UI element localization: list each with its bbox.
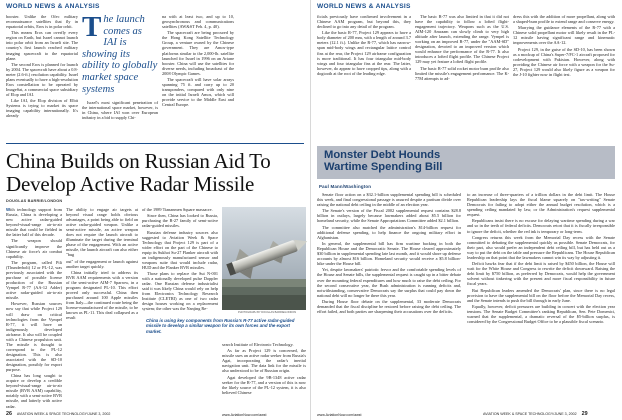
paragraph: The spacecraft will have solar arrays spanning 75 ft. and carry up to 20 transponders, compared with only nine on the initial Israeli Amos, which will provide service to the Middle East and Central Europe. <box>162 76 234 108</box>
paragraph: However, Russian sources now say that while Project 129 will draw on critical technologies from the Vympel R-77, it will have an indigenously developed airframe. It also will be coupled with a Chinese propulsion unit. The missile is thought to correspond to the PL-12 designation. This is also associated with the SD-10 designation, possibly for export purpose. <box>6 301 62 373</box>
paragraph: The weapon should significantly improve the Chinese air force's air combat capability. <box>6 238 62 259</box>
pull-quote-text: he launch comes as IAI is showing its ability to globally market space systems <box>82 14 158 95</box>
page-number: 26 <box>6 411 12 417</box>
section-label: WORLD NEWS & ANALYSIS <box>6 3 100 10</box>
paragraph: As far as Project 129 is concerned, the missile uses an active radar seeker from Russia's Agat, incorporating the radar's inertial navigation unit. The data link for the missile is also understood to be of Russian origin. <box>222 348 306 374</box>
photo-caption: China is using key components from Russia's R-77 active radar-guided missile to develop a similar weapon for its own forces and the export market. <box>146 318 295 334</box>
article-headline-line1: Monster Debt Hounds <box>324 149 441 161</box>
paragraph: China initially tried to address its BVR AAM requirements with a version of the semi-active AIM-7 Sparrow, in a program designated PL-10. This effort proved only successful. China then purchased around 100 Apple missiles from Italy—the continued route being the license-manufactured of the missile, to be known as PL-11. This deal collapsed as a result <box>66 269 138 321</box>
paragraph: Senate floor action on a $32.1-billion supplemental spending bill is scheduled this week, and final congressional passage is assured despite a partisan divide over raising the national debt ceiling in the middle of an election year. <box>317 192 461 208</box>
paragraph: Marrying the guidance elements of the R-77 with a Chinese solid propellant motor will likely result in the PL-12 missile having significant range and kinematic improvements over the AA-12. <box>513 25 615 46</box>
paragraph: Like IAI, the Elop division of Elbit Systems is trying to market its space imaging capability internationally. It's already <box>6 98 78 119</box>
article-column <box>317 14 411 130</box>
paragraph: Since then, China has looked to Russia, purchasing the R-27 family of semi-active radar-guided missiles. <box>142 213 218 229</box>
paragraph: The program, called Pili (Thunderbolt) 12 or PL-12, was previously associated with the purchase of possible license production of the Russian Vympel R-77 (AA-12 Adder) active radar-guided air-to-air missile. <box>6 259 62 301</box>
paragraph: of the 1989 Tiananmen Square massacre. <box>142 207 213 212</box>
publication-name: AVIATION WEEK & SPACE TECHNOLOGY/JUNE 3, 2002 <box>483 412 577 416</box>
pull-quote-dropcap: T <box>82 11 102 43</box>
article-column <box>513 14 615 130</box>
paragraph: search Institute of Electronic Technology. <box>222 342 294 347</box>
article-column <box>142 207 218 312</box>
paragraph: The basic R-77 solid rocket motor burn profile also limited the missile's engagement performance. The K-77M attempts to ad- <box>415 65 509 81</box>
drop-initial: W <box>6 207 11 212</box>
paragraph: ith technology support from Russia, China is developing a new active radar-guided beyond-visual-range air-to-air missile that could be fielded in the latter half of this decade. <box>6 207 62 238</box>
paragraph: Deficit hawks fear that if the debt limit is raised by $450 billion, the House will wait for the White House and Congress to rewrite the deficit downward. Raising the debt limit by $750 billion, as preferred by Democrats, would help the government solvent without tinkering with the present and more fiscal responsibility in future fiscal years. <box>467 261 615 287</box>
paragraph: na with at least two, and up to 10, geosynchronous and communications satellites (AW&ST Feb. 4, p. 40). <box>162 14 234 30</box>
article-column <box>82 100 158 132</box>
right-page <box>311 0 622 420</box>
missile-image <box>222 207 306 310</box>
section-divider <box>6 143 304 144</box>
page-footer <box>483 411 588 417</box>
paragraph: Equally, however, deficit pressures are building in concert with the election year tensions. The Senate Budget Committee's ranking Republican, Sen. Pete Domenici, warned that the supplemental, a dramatic reversal of the $5-billion surplus, is considered by the Congressional Budget Office to be a plausible fiscal scenario. <box>467 303 615 325</box>
paragraph: out" of the engagement or launch against another target quickly. <box>66 258 138 269</box>
paragraph: Russian defense industry sources also suggested to Aviation Week & Space Technology that Project 129 is part of a wider effort on the part of the Chinese to equip its Sukhoi Su-27 Flanker aircraft with an indigenously manufactured sensor and weapons suite that would include radar, HUD and the Flanker BVR missiles. <box>142 229 218 270</box>
footer-url: www.AviationNow.com/awst <box>222 413 267 417</box>
article-column <box>162 14 234 132</box>
page-footer <box>6 411 110 417</box>
paragraph: The second Eros is planned for launch by 2004. The spacecraft have about a 0.8-meter (2.6-ft.) resolution capability. Israel plans eventually to have a high-resolution Eros constellation to be operated by ImageSat, a commercial space subsidiary of Elop and IAI. <box>6 61 78 98</box>
paragraph: dress this with the addition of more propellant, along with a shaped-burn profile to extend range and conserve energy. <box>513 14 615 25</box>
article-headline-line2: Wartime Spending Bill <box>324 161 443 174</box>
paragraph: booster. Unlike the Ofec military reconnaissance satellites that fly in equatorial orbits, Eros is in polar orbit. <box>6 14 78 30</box>
paragraph: Congress returns this week from the Memorial Day recess with the Senate committed to debating the supplemental quickly as possible. Senate Democrats, for their part, also would prefer an independent debt ceiling bill, but has held out as a way to put the debt on the table and pressure the Republicans. The House Republican leadership on that point that the lawmakers cannot win its way by adjusting it. <box>467 234 615 260</box>
paragraph: Yet, despite lawmakers' patriotic fervor and the comfortable spending levels of the House and Senate bills, the supplemental request is caught up in a bitter debate over the mounting federal expenditures and how much to raise the debt ceiling. For the second consecutive year, the Bush administration is running deficits and, notwithstanding, conservative Democrats say the surplus that could pay down the national debt will no longer be there this year. <box>317 267 461 298</box>
paragraph: The ability to engage air targets at beyond visual range holds obvious advantages, a point being able to field an active radar-guided weapon. Unlike a semi-active missile, an active weapon does not require the launch aircraft to illuminate the target during the terminal phase of the engagement. With an active missile, the launch aircraft can also either "bug <box>66 207 138 258</box>
paragraph: This means Eros can overfly every region on Earth, but Israel cannot launch into polar orbit from an Israeli site. The country's first launch reached military imaging spacecraft to the equatorial plane. <box>6 30 78 61</box>
publication-name: AVIATION WEEK & SPACE TECHNOLOGY/JUNE 3, 2002 <box>16 412 111 416</box>
paragraph: But Republican leaders amended the Democrats' plan, since there is no legal provision to have the supplemental bill on the floor before the Memorial Day recess, and the Senate intends to push the bill through in early June. <box>467 287 615 303</box>
footer-url: www.AviationNow.com/awst <box>317 413 362 417</box>
paragraph: Agat developed the 9B-1348 active radar seeker for the R-77, and a version of this is now the likely source of the PL-12 system, it is also believed Chinese <box>222 374 306 395</box>
paragraph: The basic R-77 was also limited in that it did not have the capability to follow a lofted flight-engagement trajectory. Weapons such as the U.S. AIM-120 Amraam can slowly climb to very high altitude after launch, extending the range. Vympel is working on an improved R-77, under the "AAM-SD" designation, devoted to an improved version which would enhance the performance of the R-77. It also introduces a lofted flight profile. The Chinese Project 129 may yet feature a lofted flight profile. <box>415 14 509 65</box>
paragraph: Like the basic R-77, Project 129 appears to have a body diameter of 200 mm, with a length of around 3.7 meters (12.1 ft.). Unlike the R-77, which has narrow-span mid-body wings and rectangular lattice control fins at the rear, the Project 129 airframe configuration is more traditional. It has four triangular mid-body wings and four triangular fins at the rear. The latter, however, do appear to have cropped tips, along with a dogtooth at the root of the leading edge. <box>317 30 411 76</box>
headline-banner <box>317 146 615 179</box>
article-column <box>317 192 461 406</box>
paragraph: Republicans insist there is no excuse for delaying wartime spending during a war and so in the teeth of federal deficits. Democrats retort that it is fiscally irresponsible to ignore the deficit, whether the red ink is temporary or long-term. <box>467 218 615 234</box>
paragraph: The Senate's version of the Fiscal 2002 supplemental request contains $28.8 billion in outlays, largely because lawmakers added about $5.5 billion for homeland security, while the Senate Appropriations Committee added $2.1 billion. <box>317 208 461 224</box>
paragraph: During House floor debate on the supplemental, 33 moderate Democrats demanded that the fiscal discipline be restored before raising the debt ceiling. The effort failed, and both parties are sharpening their accusations over the deficits. <box>317 298 461 314</box>
article-column <box>415 14 509 130</box>
paragraph: to an increase of three-quarters of a trillion dollars in the debt limit. The House Republican leadership lays the fiscal blame squarely on "tax-writing" Senate Democrats for failing to adopt either the annual budget resolution, which is a spending ceiling mandated by law, or the Administration's request supplemental request. <box>467 192 615 218</box>
section-label: WORLD NEWS & ANALYSIS <box>317 3 411 10</box>
article-column <box>467 192 615 406</box>
paragraph: The committee also matched the administration's $14-billion request for additional defense spending, to help finance the ongoing military effort in Afghanistan. <box>317 224 461 240</box>
paragraph: In general, the supplemental bill has firm wartime backing in both the Republican House and the Democratic Senate. The House cleared approximately $30 billion in supplemental spending late last month, and it would shore up defense accounts by almost $16 billion. Homeland security would receive a $5.8 billion-hike under the House bill. <box>317 240 461 267</box>
paragraph: China has long sought to acquire or develop a credible beyond-visual-range air-to-air missile (BVR AAM) capability, notably with a semi-active BVR missile, and latterly with active radar. <box>6 373 62 409</box>
article-headline: China Builds on Russian Aid To Develop Active Radar Missile <box>6 149 271 196</box>
photo-credit: PHOTOGRAPH BY DOUGLAS BARRIE/LONDON <box>238 311 297 314</box>
article-column <box>66 207 138 407</box>
byline: Paul Mann/Washington <box>319 184 372 189</box>
paragraph: Israel's most significant penetration of the international space market, however, is in China, where IAI won over European industry in a bid to supply Chi- <box>82 100 158 121</box>
article-column <box>222 342 306 408</box>
article-column <box>6 207 62 407</box>
pull-quote <box>82 11 158 95</box>
paragraph: Project 129, in the guise of the SD-10, has been shown as a mockup of China's Super-7/FC-1 aircraft proposed for codevelopment with Pakistan. However, along with providing the Chinese air force with a weapon for the Su-27, Project 129 would also likely figure as a weapon for the J-10 fighter now in flight test. <box>513 46 615 77</box>
paragraph: The spacecraft are being procured by the Hong Kong Satellite Technology Group, a venture owned by the Chinese government. They are Amos-type platforms similar to the 2,000-lb. satellite launched for Israel in 1996 on an Ariane booster. China will use the satellites for diverse needs, including broadcast of the 2008 Olympic Games. <box>162 30 234 76</box>
byline: DOUGLAS BARRIE/LONDON <box>6 199 63 203</box>
missile-photo <box>222 207 306 310</box>
paragraph: ficials previously have confirmed involvement in a Chinese AAM program, but beyond this, they declined to go into any detail of the program. <box>317 14 411 30</box>
page-number: 29 <box>581 411 588 417</box>
article-column <box>6 14 78 132</box>
paragraph: Those plans to replace the Sui N-001 with a nationally developed pulse Doppler radar. One Russian defense industrialist said it was likely China would rely on help from Electronics Technology Research Institute (CLETRI) as one of two radar design houses working on a replacement system; the other was the Nanjing Re- <box>142 271 218 312</box>
